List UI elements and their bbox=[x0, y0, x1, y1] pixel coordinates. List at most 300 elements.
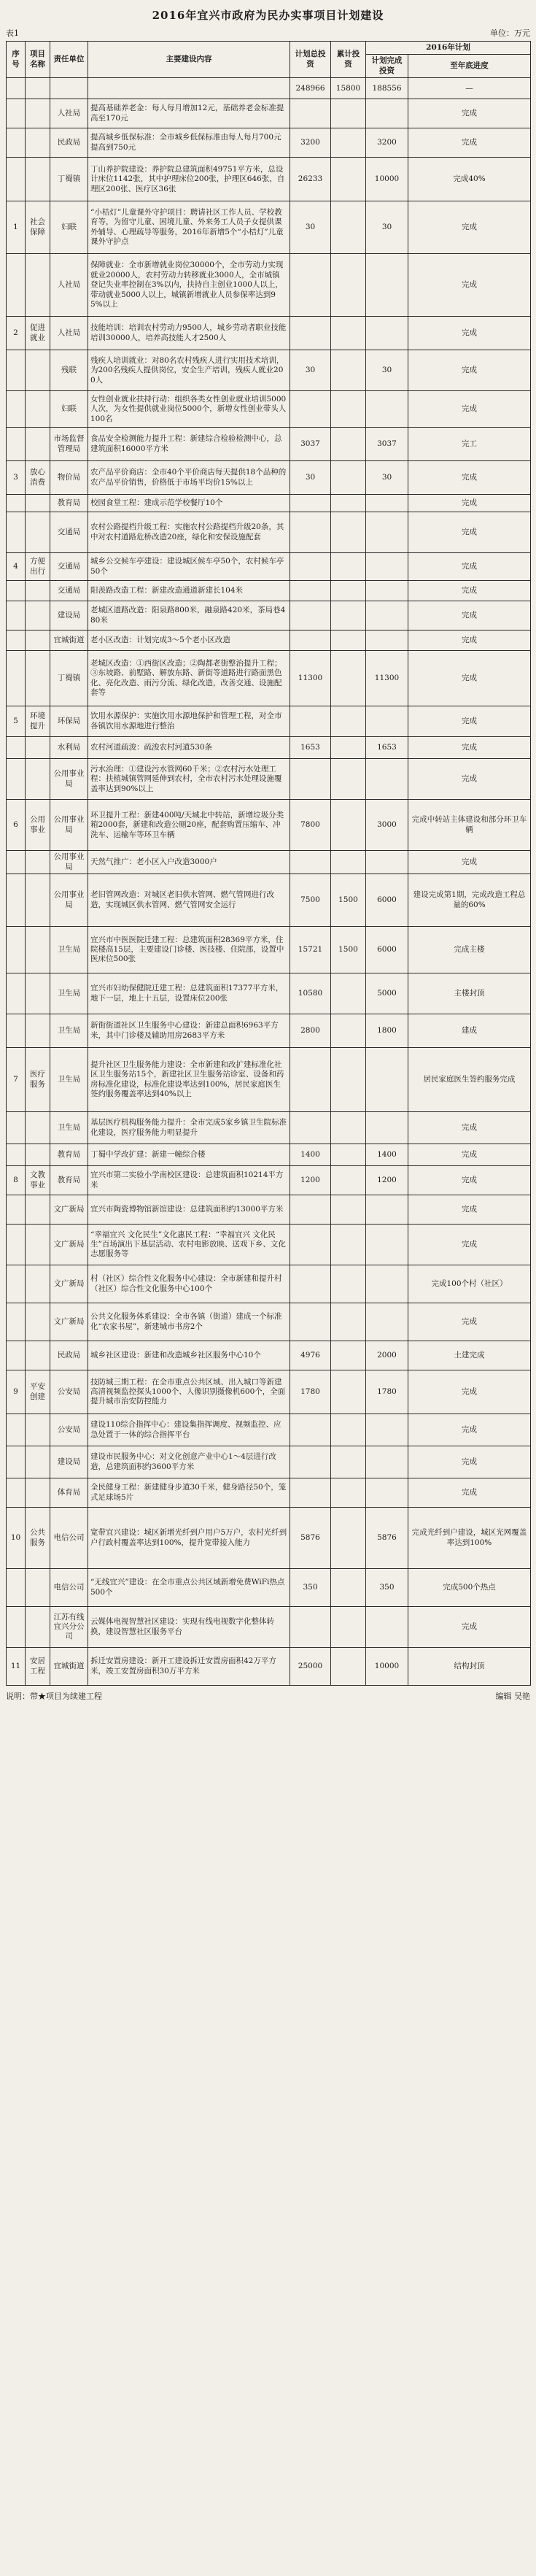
row-dept: 市场监督管理局 bbox=[50, 428, 88, 461]
table-row bbox=[7, 1225, 531, 1265]
row-dept: 江苏有线宜兴分公司 bbox=[50, 1607, 88, 1648]
row-seq bbox=[7, 99, 26, 128]
row-category bbox=[26, 1478, 50, 1508]
row-seq: 10 bbox=[7, 1508, 26, 1569]
row-category: 安居工程 bbox=[26, 1648, 50, 1686]
row-seq bbox=[7, 1478, 26, 1508]
row-invest: 1200 bbox=[366, 1166, 408, 1195]
row-content: 丁山养护院建设：养护院总建筑面积49751平方米，总设计床位1142张，其中护理床位200张，护理区646张，自理区200张、医疗区36张 bbox=[88, 158, 290, 201]
row-cumulative bbox=[331, 1112, 366, 1144]
row-total bbox=[290, 1048, 331, 1112]
row-dept: 体育局 bbox=[50, 1478, 88, 1508]
row-progress: 完成 bbox=[408, 1303, 531, 1341]
row-total: 4976 bbox=[290, 1341, 331, 1370]
table-row bbox=[7, 128, 531, 158]
row-invest bbox=[366, 553, 408, 581]
row-seq bbox=[7, 1303, 26, 1341]
row-content: “幸福宜兴 文化民生”文化惠民工程：“幸福宜兴 文化民生”百场演出下基层活动、农村电影放映、送戏下乡、文化志愿服务等 bbox=[88, 1225, 290, 1265]
row-dept: 卫生局 bbox=[50, 927, 88, 973]
row-total bbox=[290, 601, 331, 630]
row-seq bbox=[7, 581, 26, 601]
row-invest bbox=[366, 512, 408, 553]
row-total: 1653 bbox=[290, 737, 331, 759]
row-cumulative bbox=[331, 1195, 366, 1225]
row-content: 宜兴市第二实验小学南校区建设：总建筑面积10214平方米 bbox=[88, 1166, 290, 1195]
row-dept: 环保局 bbox=[50, 706, 88, 737]
row-progress: 建成 bbox=[408, 1014, 531, 1048]
totals-cumulative: 15800 bbox=[331, 78, 366, 99]
table-row bbox=[7, 553, 531, 581]
row-invest: 30 bbox=[366, 461, 408, 495]
row-dept: 文广新局 bbox=[50, 1303, 88, 1341]
row-content: 村（社区）综合性文化服务中心建设：全市新建和提升村（社区）综合性文化服务中心100个 bbox=[88, 1265, 290, 1303]
row-dept: 丁蜀镇 bbox=[50, 651, 88, 706]
row-total: 7800 bbox=[290, 800, 331, 851]
row-dept: 妇联 bbox=[50, 201, 88, 254]
row-total bbox=[290, 1303, 331, 1341]
row-invest bbox=[366, 1048, 408, 1112]
row-progress: 完成 bbox=[408, 128, 531, 158]
row-content: 保障就业：全市新增就业岗位30000个，全市劳动力实现就业20000人，农村劳动力转移就业3000人，全市城镇登记失业率控制在3%以内，扶持自主创业1000人以上，带动就业5000人以上，城镇新增就业人员参保率达到95%以上 bbox=[88, 254, 290, 317]
row-content: 环卫提升工程：新建400吨/天城北中转站，新增垃圾分类箱2000套，新建和改造公厕20座，配套购置压缩车、冲洗车、运输车等环卫车辆 bbox=[88, 800, 290, 851]
table-row bbox=[7, 1648, 531, 1686]
row-content: 拆迁安置房建设：新开工建设拆迁安置房面积42万平方米，竣工安置房面积30万平方米 bbox=[88, 1648, 290, 1686]
row-cumulative bbox=[331, 1607, 366, 1648]
row-cumulative bbox=[331, 1569, 366, 1607]
row-invest bbox=[366, 601, 408, 630]
row-dept: 水利局 bbox=[50, 737, 88, 759]
row-category bbox=[26, 1014, 50, 1048]
row-cumulative bbox=[331, 1225, 366, 1265]
row-invest bbox=[366, 1265, 408, 1303]
table-row bbox=[7, 1144, 531, 1166]
row-dept: 电信公司 bbox=[50, 1508, 88, 1569]
col-category: 项目名称 bbox=[26, 42, 50, 78]
table-row bbox=[7, 201, 531, 254]
row-content: 女性创业就业扶持行动：组织各类女性创业就业培训5000人次，为女性提供就业岗位5000个，新增女性创业带头人100名 bbox=[88, 391, 290, 428]
row-seq bbox=[7, 630, 26, 651]
table-row bbox=[7, 317, 531, 350]
row-seq: 5 bbox=[7, 706, 26, 737]
row-category bbox=[26, 1446, 50, 1478]
table-row bbox=[7, 1048, 531, 1112]
row-progress: 完成 bbox=[408, 737, 531, 759]
row-progress: 居民家庭医生签约服务完成 bbox=[408, 1048, 531, 1112]
row-invest: 3000 bbox=[366, 800, 408, 851]
table-row bbox=[7, 1607, 531, 1648]
row-cumulative bbox=[331, 317, 366, 350]
row-content: 全民健身工程：新建健身步道30千米，健身路径50个，笼式足球场5片 bbox=[88, 1478, 290, 1508]
row-content: 残疾人培训就业：对80名农村残疾人进行实用技术培训，为200名残疾人提供岗位，安全生产培训，残疾人就业200人 bbox=[88, 350, 290, 391]
row-progress: 完成 bbox=[408, 1370, 531, 1414]
row-progress: 主楼封顶 bbox=[408, 973, 531, 1014]
table-row bbox=[7, 1508, 531, 1569]
row-dept: 物价局 bbox=[50, 461, 88, 495]
row-invest bbox=[366, 1225, 408, 1265]
row-progress: 完成 bbox=[408, 1607, 531, 1648]
row-invest: 6000 bbox=[366, 874, 408, 927]
table-row bbox=[7, 927, 531, 973]
row-total bbox=[290, 1265, 331, 1303]
row-content: 农产品平价商店：全市40个平价商店每天提供18个品种的农产品平价销售，价格低于市场平均价15%以上 bbox=[88, 461, 290, 495]
table-row bbox=[7, 254, 531, 317]
row-category: 公共服务 bbox=[26, 1508, 50, 1569]
row-dept: 教育局 bbox=[50, 495, 88, 512]
row-invest bbox=[366, 1112, 408, 1144]
row-total: 1200 bbox=[290, 1166, 331, 1195]
table-row bbox=[7, 512, 531, 553]
row-dept: 民政局 bbox=[50, 128, 88, 158]
row-cumulative bbox=[331, 737, 366, 759]
row-content: 天然气推广：老小区入户改造3000户 bbox=[88, 851, 290, 874]
row-category bbox=[26, 973, 50, 1014]
row-category bbox=[26, 495, 50, 512]
row-seq bbox=[7, 601, 26, 630]
table-row bbox=[7, 1414, 531, 1446]
row-progress: 完成中转站主体建设和部分环卫车辆 bbox=[408, 800, 531, 851]
row-progress: 结构封顶 bbox=[408, 1648, 531, 1686]
row-invest: 30 bbox=[366, 350, 408, 391]
col-plan2016: 2016年计划 bbox=[366, 42, 531, 55]
row-invest: 30 bbox=[366, 201, 408, 254]
row-progress: 完成 bbox=[408, 201, 531, 254]
table-row bbox=[7, 461, 531, 495]
row-seq bbox=[7, 851, 26, 874]
row-cumulative bbox=[331, 158, 366, 201]
editor-credit: 编辑 吴艳 bbox=[495, 1692, 530, 1702]
row-content: 丁蜀中学改扩建：新建一幢综合楼 bbox=[88, 1144, 290, 1166]
row-invest: 5876 bbox=[366, 1508, 408, 1569]
row-category: 文教事业 bbox=[26, 1166, 50, 1195]
row-cumulative bbox=[331, 759, 366, 800]
totals-invest: 188556 bbox=[366, 78, 408, 99]
row-content: 新街街道社区卫生服务中心建设：新建总面积6963平方米，其中门诊楼及辅助用房2683平方米 bbox=[88, 1014, 290, 1048]
row-content: 污水治理：①建设污水管网60千米；②农村污水处理工程：扶植城镇管网延伸到农村，全市农村污水处理设施覆盖率达到90%以上 bbox=[88, 759, 290, 800]
row-total bbox=[290, 1414, 331, 1446]
row-invest bbox=[366, 1446, 408, 1478]
row-category: 医疗服务 bbox=[26, 1048, 50, 1112]
row-progress: 完成 bbox=[408, 461, 531, 495]
row-dept: 公安局 bbox=[50, 1370, 88, 1414]
row-progress: 完成 bbox=[408, 1166, 531, 1195]
row-invest: 10000 bbox=[366, 158, 408, 201]
table-number: 表1 bbox=[6, 28, 19, 38]
row-cumulative bbox=[331, 1144, 366, 1166]
row-cumulative: 1500 bbox=[331, 927, 366, 973]
row-progress: 完成 bbox=[408, 1112, 531, 1144]
row-total: 3200 bbox=[290, 128, 331, 158]
row-seq bbox=[7, 1341, 26, 1370]
row-content: “无线宜兴”建设：在全市重点公共区域新增免费WiFi热点500个 bbox=[88, 1569, 290, 1607]
row-invest bbox=[366, 851, 408, 874]
row-dept: 丁蜀镇 bbox=[50, 158, 88, 201]
row-invest bbox=[366, 1195, 408, 1225]
table-row bbox=[7, 737, 531, 759]
row-invest: 2000 bbox=[366, 1341, 408, 1370]
row-cumulative bbox=[331, 1648, 366, 1686]
row-content: 基层医疗机构服务能力提升：全市完成5家乡镇卫生院标准化建设，医疗服务能力明显提升 bbox=[88, 1112, 290, 1144]
row-cumulative bbox=[331, 1265, 366, 1303]
row-content: 老城区改造：①西街区改造；②陶都老街整治提升工程；③东坡路、前墅路、解放东路、新街等道路进行路面黑色化、亮化改造、雨污分流、绿化改造，改善交通、设施配套等 bbox=[88, 651, 290, 706]
page-title: 2016年宜兴市政府为民办实事项目计划建设 bbox=[152, 9, 384, 22]
row-progress: 完成 bbox=[408, 1478, 531, 1508]
table-row bbox=[7, 99, 531, 128]
row-category bbox=[26, 851, 50, 874]
table-row bbox=[7, 851, 531, 874]
row-progress: 完成 bbox=[408, 581, 531, 601]
row-dept: 建设局 bbox=[50, 1446, 88, 1478]
row-invest bbox=[366, 391, 408, 428]
row-total: 350 bbox=[290, 1569, 331, 1607]
table-row bbox=[7, 1195, 531, 1225]
row-content: 宜兴市妇幼保健院迁建工程：总建筑面积17377平方米，地下一层，地上十五层，设置床位200张 bbox=[88, 973, 290, 1014]
row-dept: 人社局 bbox=[50, 99, 88, 128]
row-total bbox=[290, 1225, 331, 1265]
row-dept: 电信公司 bbox=[50, 1569, 88, 1607]
row-progress: 完成 bbox=[408, 254, 531, 317]
row-invest bbox=[366, 495, 408, 512]
row-invest: 3200 bbox=[366, 128, 408, 158]
table-header bbox=[7, 42, 531, 78]
row-total: 7500 bbox=[290, 874, 331, 927]
table-row bbox=[7, 759, 531, 800]
table-row bbox=[7, 1478, 531, 1508]
row-dept: 人社局 bbox=[50, 317, 88, 350]
row-category bbox=[26, 1414, 50, 1446]
row-cumulative bbox=[331, 495, 366, 512]
row-progress: 完成 bbox=[408, 1195, 531, 1225]
totals-progress: — bbox=[408, 78, 531, 99]
row-total: 5876 bbox=[290, 1508, 331, 1569]
table-row bbox=[7, 1014, 531, 1048]
row-cumulative bbox=[331, 1370, 366, 1414]
col-progress: 至年底进度 bbox=[408, 55, 531, 78]
table-row bbox=[7, 391, 531, 428]
table-row bbox=[7, 800, 531, 851]
row-total: 15721 bbox=[290, 927, 331, 973]
table-row bbox=[7, 973, 531, 1014]
projects-table bbox=[6, 41, 531, 1686]
row-progress: 完成 bbox=[408, 1446, 531, 1478]
row-content: 校园食堂工程：建成示范学校餐厅10个 bbox=[88, 495, 290, 512]
row-content: 宽带宜兴建设：城区新增光纤到户用户5万户，农村光纤到户行政村覆盖率达到100%，提升宽带接入能力 bbox=[88, 1508, 290, 1569]
row-category: 促进就业 bbox=[26, 317, 50, 350]
row-content: 城乡社区建设：新建和改造城乡社区服务中心10个 bbox=[88, 1341, 290, 1370]
row-category bbox=[26, 1303, 50, 1341]
row-dept: 卫生局 bbox=[50, 1112, 88, 1144]
row-category: 方便出行 bbox=[26, 553, 50, 581]
table-row bbox=[7, 601, 531, 630]
row-invest: 350 bbox=[366, 1569, 408, 1607]
row-seq: 6 bbox=[7, 800, 26, 851]
row-progress: 完成 bbox=[408, 1414, 531, 1446]
row-category bbox=[26, 737, 50, 759]
row-category: 社会保障 bbox=[26, 201, 50, 254]
row-total: 30 bbox=[290, 350, 331, 391]
row-total bbox=[290, 1607, 331, 1648]
row-cumulative bbox=[331, 800, 366, 851]
row-cumulative bbox=[331, 254, 366, 317]
row-invest bbox=[366, 1303, 408, 1341]
row-content: 城乡公交候车亭建设：建设城区候车亭50个，农村候车亭50个 bbox=[88, 553, 290, 581]
row-seq bbox=[7, 1195, 26, 1225]
row-invest bbox=[366, 706, 408, 737]
row-content: 云媒体电视智慧社区建设：实现有线电视数字化整体转换，建设智慧社区服务平台 bbox=[88, 1607, 290, 1648]
row-total bbox=[290, 706, 331, 737]
table-row bbox=[7, 1265, 531, 1303]
row-progress: 完成 bbox=[408, 99, 531, 128]
row-invest: 5000 bbox=[366, 973, 408, 1014]
row-category: 环境提升 bbox=[26, 706, 50, 737]
row-seq bbox=[7, 1265, 26, 1303]
row-content: 老小区改造：计划完成3～5个老小区改造 bbox=[88, 630, 290, 651]
row-seq: 1 bbox=[7, 201, 26, 254]
row-progress: 完成 bbox=[408, 350, 531, 391]
row-content: 农村河道疏浚：疏浚农村河道530条 bbox=[88, 737, 290, 759]
row-total bbox=[290, 317, 331, 350]
row-seq bbox=[7, 874, 26, 927]
row-dept: 公用事业局 bbox=[50, 874, 88, 927]
table-row bbox=[7, 581, 531, 601]
row-content: 技能培训：培训农村劳动力9500人，城乡劳动者职业技能培训30000人，培养高技能人才2500人 bbox=[88, 317, 290, 350]
row-category: 公用事业 bbox=[26, 800, 50, 851]
row-dept: 教育局 bbox=[50, 1166, 88, 1195]
row-progress: 完成 bbox=[408, 1225, 531, 1265]
row-category bbox=[26, 581, 50, 601]
unit-label: 单位：万元 bbox=[490, 28, 530, 38]
table-row bbox=[7, 1303, 531, 1341]
table-row bbox=[7, 706, 531, 737]
row-total bbox=[290, 99, 331, 128]
row-dept: 公用事业局 bbox=[50, 800, 88, 851]
row-invest: 1653 bbox=[366, 737, 408, 759]
row-progress: 完成 bbox=[408, 317, 531, 350]
row-content: 宜兴市中医医院迁建工程：总建筑面积28369平方米，住院楼高15层，主要建设门诊楼、医技楼、住院部，设置中医床位500张 bbox=[88, 927, 290, 973]
row-dept: 公安局 bbox=[50, 1414, 88, 1446]
row-progress: 完成 bbox=[408, 759, 531, 800]
row-dept: 宜城街道 bbox=[50, 1648, 88, 1686]
row-cumulative bbox=[331, 973, 366, 1014]
row-seq bbox=[7, 428, 26, 461]
row-seq bbox=[7, 1225, 26, 1265]
row-seq bbox=[7, 350, 26, 391]
row-total bbox=[290, 1446, 331, 1478]
table-row bbox=[7, 1569, 531, 1607]
row-seq: 4 bbox=[7, 553, 26, 581]
row-progress: 完成 bbox=[408, 391, 531, 428]
row-invest: 1400 bbox=[366, 1144, 408, 1166]
row-seq bbox=[7, 1446, 26, 1478]
row-cumulative bbox=[331, 350, 366, 391]
row-total: 26233 bbox=[290, 158, 331, 201]
row-progress: 建设完成第1期，完成改造工程总量的60% bbox=[408, 874, 531, 927]
row-content: 提高基础养老金：每人每月增加12元，基础养老金标准提高至170元 bbox=[88, 99, 290, 128]
row-cumulative bbox=[331, 706, 366, 737]
col-dept: 责任单位 bbox=[50, 42, 88, 78]
row-category bbox=[26, 1569, 50, 1607]
row-category bbox=[26, 630, 50, 651]
row-total bbox=[290, 759, 331, 800]
row-dept: 文广新局 bbox=[50, 1225, 88, 1265]
row-total bbox=[290, 630, 331, 651]
table-row bbox=[7, 630, 531, 651]
row-seq: 8 bbox=[7, 1166, 26, 1195]
table-body bbox=[7, 78, 531, 1686]
row-seq bbox=[7, 128, 26, 158]
row-total bbox=[290, 553, 331, 581]
row-cumulative bbox=[331, 601, 366, 630]
row-seq bbox=[7, 391, 26, 428]
row-content: 食品安全检测能力提升工程：新建综合检验检测中心，总建筑面积16000平方米 bbox=[88, 428, 290, 461]
row-total bbox=[290, 1112, 331, 1144]
row-content: 老城区道路改造：阳泉路800米，融泉路420米，茶局巷480米 bbox=[88, 601, 290, 630]
row-progress: 完成 bbox=[408, 630, 531, 651]
row-invest: 3037 bbox=[366, 428, 408, 461]
row-total bbox=[290, 254, 331, 317]
row-category bbox=[26, 391, 50, 428]
row-content: 老旧管网改造：对城区老旧供水管网、燃气管网进行改造，实现城区供水管网、燃气管网安全运行 bbox=[88, 874, 290, 927]
row-seq bbox=[7, 737, 26, 759]
row-invest bbox=[366, 759, 408, 800]
row-dept: 卫生局 bbox=[50, 1048, 88, 1112]
col-content: 主要建设内容 bbox=[88, 42, 290, 78]
row-cumulative bbox=[331, 128, 366, 158]
row-category bbox=[26, 874, 50, 927]
row-cumulative bbox=[331, 581, 366, 601]
row-invest bbox=[366, 99, 408, 128]
totals-total: 248966 bbox=[290, 78, 331, 99]
row-seq bbox=[7, 1414, 26, 1446]
row-total bbox=[290, 851, 331, 874]
row-category bbox=[26, 512, 50, 553]
table-row bbox=[7, 495, 531, 512]
row-category bbox=[26, 254, 50, 317]
row-progress: 完成 bbox=[408, 601, 531, 630]
row-total bbox=[290, 1195, 331, 1225]
row-progress: 完成主楼 bbox=[408, 927, 531, 973]
row-cumulative bbox=[331, 1048, 366, 1112]
row-dept: 文广新局 bbox=[50, 1195, 88, 1225]
row-total: 25000 bbox=[290, 1648, 331, 1686]
row-cumulative bbox=[331, 1478, 366, 1508]
row-content: “小桔灯”儿童课外守护项目：聘请社区工作人员、学校教育等，为留守儿童、困境儿童、外来务工人员子女提供课外辅导、心理疏导等服务，2016年新增5个“小桔灯”儿童课外守护点 bbox=[88, 201, 290, 254]
row-progress: 完成40% bbox=[408, 158, 531, 201]
totals-row bbox=[7, 78, 531, 99]
table-row bbox=[7, 1112, 531, 1144]
row-cumulative bbox=[331, 391, 366, 428]
row-dept: 公用事业局 bbox=[50, 851, 88, 874]
row-dept: 公用事业局 bbox=[50, 759, 88, 800]
row-category bbox=[26, 601, 50, 630]
row-content: 农村公路提档升级工程：实施农村公路提档升级20条，其中对农村道路危桥改造20座，绿化和安保设施配套 bbox=[88, 512, 290, 553]
row-content: 建设市民服务中心：对文化创意产业中心1～4层进行改造，总建筑面积约3600平方米 bbox=[88, 1446, 290, 1478]
row-content: 提升社区卫生服务能力建设：全市新建和改扩建标准化社区卫生服务站15个，新建社区卫生服务站诊室、设备和药房标准化建设，标准化建设率达到100%，居民家庭医生签约服务覆盖率达到40%以上 bbox=[88, 1048, 290, 1112]
row-cumulative bbox=[331, 1414, 366, 1446]
row-invest: 1800 bbox=[366, 1014, 408, 1048]
row-seq bbox=[7, 1144, 26, 1166]
row-progress: 完成光纤到户建设，城区光网覆盖率达到100% bbox=[408, 1508, 531, 1569]
row-progress: 完成 bbox=[408, 495, 531, 512]
row-progress: 完成 bbox=[408, 851, 531, 874]
row-category bbox=[26, 428, 50, 461]
table-row bbox=[7, 428, 531, 461]
row-dept: 交通局 bbox=[50, 512, 88, 553]
row-progress: 完成500个热点 bbox=[408, 1569, 531, 1607]
footnote: 说明：带★项目为续建工程 bbox=[6, 1692, 102, 1702]
row-seq: 2 bbox=[7, 317, 26, 350]
row-total: 1780 bbox=[290, 1370, 331, 1414]
row-seq: 3 bbox=[7, 461, 26, 495]
